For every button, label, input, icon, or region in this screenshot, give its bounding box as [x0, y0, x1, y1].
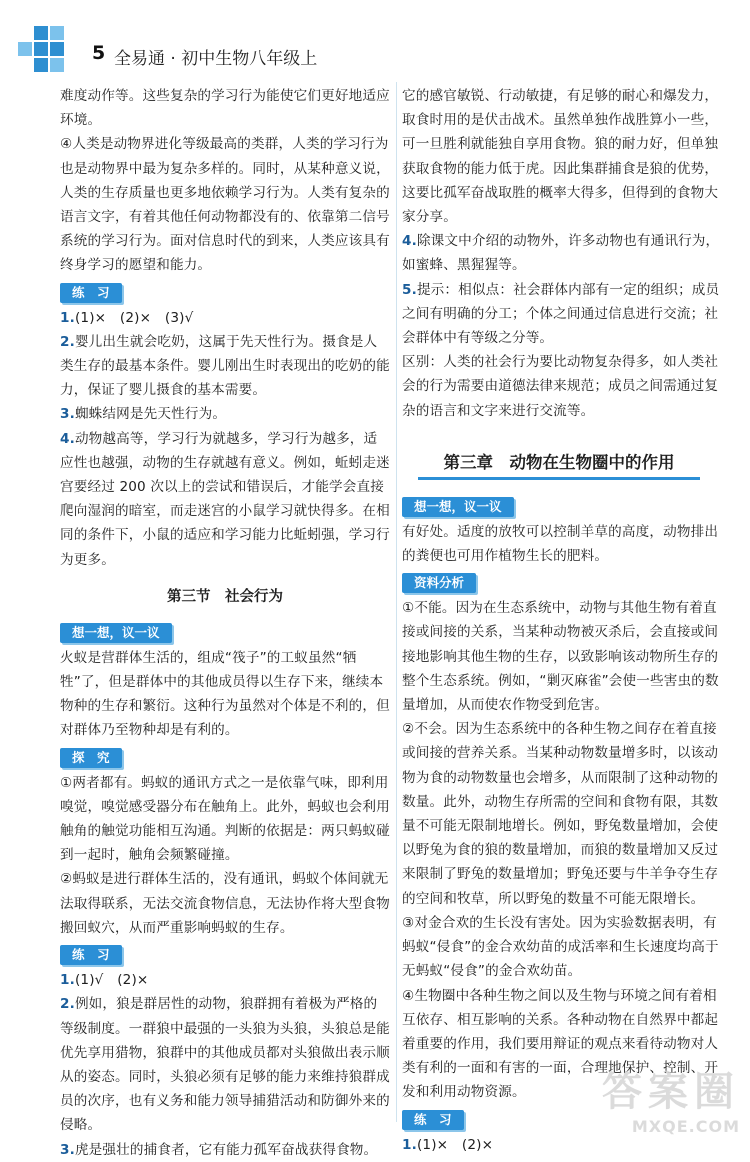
- item-text: (1)× (2)×: [416, 1136, 494, 1153]
- item-number: 5.: [402, 281, 417, 298]
- page-header: [0, 0, 750, 82]
- book-title: 全易通 · 初中生物八年级上: [114, 49, 318, 69]
- paragraph: ①两者都有。蚂蚁的通讯方式之一是依靠气味，即利用嗅觉，嗅觉感受器分布在触角上。此外，蚂蚁也会利用触角的触觉功能相互沟通。判断的依据是：两只蚂蚁碰到一起时，触角会频繁碰撞。: [60, 774, 390, 864]
- right-column: [402, 84, 730, 1157]
- column-divider: [396, 82, 397, 1122]
- exercise-tag: 练 习: [60, 283, 122, 303]
- exercise-item: [60, 992, 390, 1137]
- exercise-tag: 练 习: [402, 1110, 464, 1130]
- exercise-item: [60, 402, 390, 426]
- exercise-item: [402, 1133, 730, 1157]
- item-text: 蜘蛛结网是先天性行为。: [74, 406, 227, 423]
- exercise-item: [60, 1138, 390, 1162]
- item-text: 除课文中介绍的动物外，许多动物也有通讯行为，如蜜蜂、黑猩猩等。: [402, 233, 720, 274]
- paragraph: ②不会。因为生态系统中的各种生物之间存在着直接或间接的营养关系。当某种动物数量增多时，以该动物为食的动物数量也会增多，从而限制了这种动物的数量。此外，动物生存所需的空间和食物有限，其数量不可能无限制地增长。例如，野兔数量增加，会使以野兔为食的狼的数量增加，而狼的数量增加又反过来限制了野兔的数量增加；野兔还要与牛羊争夺生存的空间和牧草，所以野兔的数量不可能无限增长。: [402, 721, 719, 907]
- exercise-item: [60, 330, 390, 403]
- item-text: 例如，狼是群居性的动物，狼群拥有着极为严格的等级制度。一群狼中最强的一头狼为头狼，头狼总是能优先享用猎物，狼群中的其他成员都对头狼做出表示顺从的姿态。同时，头狼必须有足够的能力来维持狼群成员的次序，也有义务和能力领导捕猎活动和防御外来的侵略。: [60, 996, 390, 1134]
- exercise-item: [402, 229, 730, 277]
- section-title: 第三节 社会行为: [167, 588, 283, 605]
- item-number: 4.: [402, 233, 417, 250]
- item-number: 2.: [60, 333, 75, 350]
- paragraph: 它的感官敏锐、行动敏捷，有足够的耐心和爆发力，取食时用的是伏击战术。虽然单独作战胜算小一些，可一旦胜利就能独自享用食物。狼的耐力好，但单独获取食物的能力低于虎。因此集群捕食是狼的优势，这要比孤军奋战取胜的概率大得多，但得到的食物大家分享。: [402, 88, 719, 226]
- think-tag: 想一想，议一议: [402, 497, 514, 517]
- explore-tag: 探 究: [60, 748, 122, 768]
- item-text: (1)√ (2)×: [74, 972, 149, 989]
- item-text: 动物越高等，学习行为就越多，学习行为越多，适应性也越强，动物的生存就越有意义。例如，蚯蚓走迷宫要经过 200 次以上的尝试和错误后，才能学会直接爬向湿润的暗室，而走迷宫的小鼠学习就快得多。在相同的条件下，小鼠的适应和学习能力比蚯蚓强，学习行为更多。: [60, 430, 390, 568]
- exercise-item: [60, 306, 390, 330]
- logo-squares-icon: [14, 26, 84, 78]
- left-column: [60, 84, 390, 1162]
- item-number: 2.: [60, 996, 75, 1013]
- exercise-item: [60, 968, 390, 992]
- item-number: 1.: [402, 1136, 417, 1153]
- item-number: 4.: [60, 430, 75, 447]
- think-tag: 想一想，议一议: [60, 623, 172, 643]
- paragraph: ③对金合欢的生长没有害处。因为实验数据表明，有蚂蚁“侵食”的金合欢幼苗的成活率和生长速度均高于无蚂蚁“侵食”的金合欢幼苗。: [402, 914, 719, 980]
- exercise-tag: 练 习: [60, 945, 122, 965]
- chapter-title: 第三章 动物在生物圈中的作用: [418, 449, 700, 480]
- item-text: (1)× (2)× (3)√: [74, 309, 194, 326]
- paragraph: ④人类是动物界进化等级最高的类群，人类的学习行为也是动物界中最为复杂多样的。同时，从某种意义说，人类的生存质量也更多地依赖学习行为。人类有复杂的语言文字，有着其他任何动物都没有的、依靠第二信号系统的学习行为。面对信息时代的到来，人类应该具有终身学习的愿望和能力。: [60, 136, 390, 274]
- paragraph: 有好处。适度的放牧可以控制羊草的高度，动物排出的粪便也可用作植物生长的肥料。: [402, 523, 719, 565]
- watermark-url: MXQE.COM: [631, 1117, 740, 1136]
- watermark-logo: 答案圈: [602, 1069, 740, 1115]
- item-number: 3.: [60, 406, 75, 423]
- item-number: 1.: [60, 309, 75, 326]
- watermark: [602, 1060, 740, 1136]
- paragraph: ②蚂蚁是进行群体生活的，没有通讯，蚂蚁个体间就无法取得联系，无法交流食物信息，无法协作将大型食物搬回蚁穴，从而严重影响蚂蚁的生存。: [60, 871, 390, 936]
- item-text: 提示：相似点：社会群体内部有一定的组织；成员之间有明确的分工；个体之间通过信息进行交流；社会群体中有等级之分等。: [402, 281, 720, 347]
- exercise-item: [402, 278, 730, 351]
- item-text: 虎是强壮的捕食者，它有能力孤军奋战获得食物。: [74, 1141, 378, 1158]
- paragraph: ①不能。因为在生态系统中，动物与其他生物有着直接或间接的关系，当某种动物被灭杀后，会直接或间接地影响其他生物的生存，以致影响该动物所生存的整个生态系统。例如，“剿灭麻雀”会使一些害虫的数量增加，从而使农作物受到危害。: [402, 600, 719, 714]
- paragraph: 火蚁是营群体生活的，组成“筏子”的工蚁虽然“牺牲”了，但是群体中的其他成员得以生存下来，继续本物种的生存和繁衍。这种行为虽然对个体是不利的，但对群体乃至物种却是有利的。: [60, 649, 390, 739]
- item-number: 1.: [60, 972, 75, 989]
- page-number: 5: [92, 42, 106, 64]
- data-analysis-tag: 资料分析: [402, 573, 476, 593]
- item-text: 婴儿出生就会吃奶，这属于先天性行为。摄食是人类生存的最基本条件。婴儿刚出生时表现出的吃奶的能力，保证了婴儿摄食的基本需要。: [60, 333, 390, 399]
- item-number: 3.: [60, 1141, 75, 1158]
- paragraph: 难度动作等。这些复杂的学习行为能使它们更好地适应环境。: [60, 88, 390, 129]
- exercise-item: [60, 427, 390, 572]
- paragraph: 区别：人类的社会行为要比动物复杂得多，如人类社会的行为需要由道德法律来规范；成员之间需通过复杂的语言和文字来进行交流等。: [402, 354, 719, 419]
- paragraph: ④生物圈中各种生物之间以及生物与环境之间有着相互依存、相互影响的关系。各种动物在自然界中都起着重要的作用，我们要用辩证的观点来看待动物对人类有利的一面和有害的一面，合理地保护、控制、开发和利用动物资源。: [402, 987, 719, 1101]
